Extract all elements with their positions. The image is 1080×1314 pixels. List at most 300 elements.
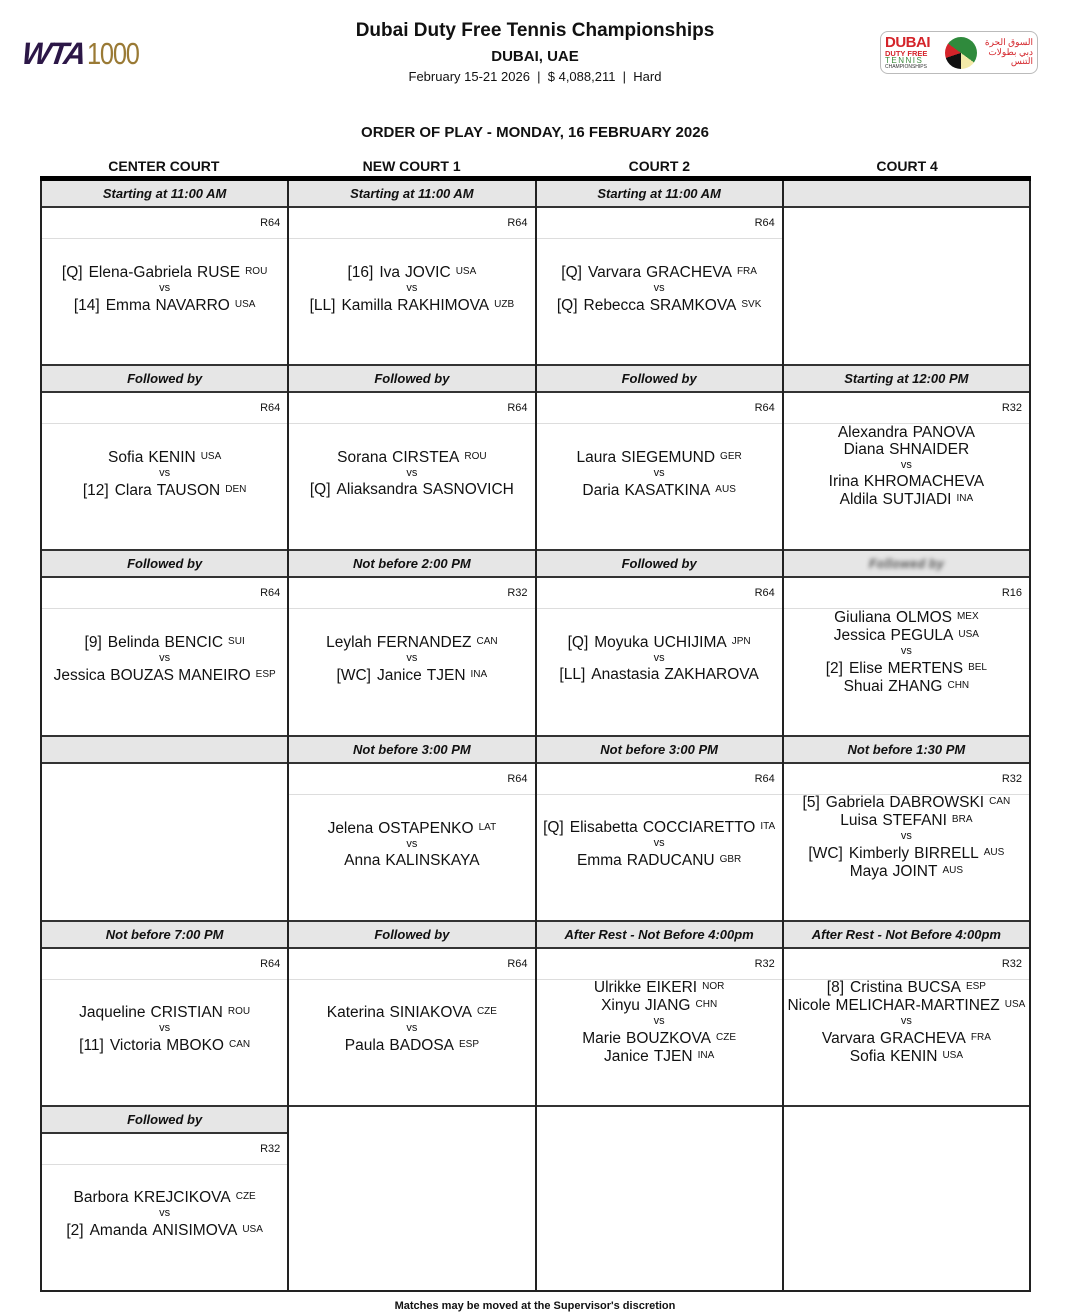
slot-time-header: Not before 7:00 PM	[42, 922, 287, 949]
player-first-name: Irina	[828, 473, 859, 491]
player-last-name: EIKERI	[646, 979, 698, 997]
player-first-name: Marie	[582, 1030, 622, 1048]
player-nationality: SUI	[228, 635, 245, 647]
slot-time-header: After Rest - Not Before 4:00pm	[537, 922, 782, 949]
player-name	[784, 996, 1029, 1014]
player-nationality: SVK	[741, 298, 762, 310]
slot-time-header: Starting at 11:00 AM	[42, 181, 287, 208]
wta-logo-text: WTA	[19, 36, 87, 71]
round-label: R32	[784, 949, 1029, 980]
vs-label: vs	[159, 466, 171, 479]
player-last-name: ZHANG	[888, 677, 943, 695]
player-first-name: Aliaksandra	[336, 481, 418, 499]
player-name	[42, 481, 287, 499]
round-label: R64	[42, 208, 287, 239]
player-nationality: USA	[942, 1050, 964, 1062]
player-first-name: Nicole	[787, 997, 831, 1015]
player-first-name: Clara	[114, 481, 152, 499]
player-first-name: Ulrikke	[593, 979, 642, 997]
player-first-name: Laura	[576, 448, 617, 466]
player-name	[784, 844, 1029, 862]
player-last-name: TJEN	[426, 666, 466, 684]
vs-label: vs	[406, 1022, 418, 1035]
player-first-name: Kimberly	[848, 845, 910, 863]
match-players	[289, 980, 534, 1078]
slot-time-header: Followed by	[42, 366, 287, 393]
player-last-name: BIRRELL	[914, 845, 979, 863]
player-first-name: Aldila	[839, 491, 878, 509]
player-last-name: ZAKHAROVA	[664, 666, 759, 684]
player-last-name: UCHIJIMA	[653, 634, 727, 652]
tournament-meta: February 15-21 2026 | $ 4,088,211 | Hard	[408, 69, 662, 84]
match-body	[784, 578, 1029, 734]
player-first-name: Leylah	[326, 633, 372, 651]
player-last-name: TAUSON	[156, 481, 221, 499]
player-last-name: KHROMACHEVA	[863, 473, 985, 491]
player-nationality: CAN	[476, 635, 498, 647]
player-last-name: MERTENS	[887, 659, 964, 677]
player-last-name: SINIAKOVA	[389, 1004, 472, 1022]
player-first-name: Jessica	[53, 666, 106, 684]
player-first-name: Varvara	[821, 1030, 876, 1048]
round-label: R64	[42, 578, 287, 609]
match-body	[784, 764, 1029, 920]
player-last-name: RADUCANU	[626, 852, 715, 870]
player-name	[784, 793, 1029, 811]
schedule-grid	[40, 181, 1031, 1292]
player-first-name: Barbora	[73, 1189, 129, 1207]
slot-time-header: Starting at 12:00 PM	[784, 366, 1029, 393]
court-name: CENTER COURT	[108, 158, 220, 174]
player-seed: [Q]	[567, 634, 589, 652]
player-name	[42, 1003, 287, 1021]
match-slot	[784, 551, 1029, 736]
player-name	[784, 608, 1029, 626]
player-seed: [Q]	[309, 481, 331, 499]
player-last-name: GRACHEVA	[880, 1030, 966, 1048]
player-last-name: JOVIC	[405, 263, 451, 281]
match-players	[537, 974, 782, 1070]
match-body	[42, 208, 287, 364]
player-first-name: Shuai	[843, 677, 884, 695]
player-seed: [Q]	[61, 263, 83, 281]
player-last-name: GRACHEVA	[646, 263, 732, 281]
player-first-name: Giuliana	[834, 608, 891, 626]
player-first-name: Alexandra	[837, 424, 908, 442]
player-name	[537, 666, 782, 683]
vs-label: vs	[900, 830, 912, 843]
player-nationality: ESP	[255, 668, 276, 680]
match-slot	[42, 551, 287, 736]
player-last-name: PANOVA	[912, 424, 975, 442]
logo-line-1: DUBAI	[885, 33, 930, 51]
tennis-ball-emblem-icon	[945, 37, 977, 69]
match-slot	[289, 366, 534, 551]
player-first-name: Emma	[105, 296, 151, 314]
match-body	[42, 578, 287, 734]
player-name	[42, 1221, 287, 1239]
match-players	[42, 609, 287, 707]
slot-time-header: Followed by	[537, 366, 782, 393]
vs-label: vs	[653, 837, 665, 850]
player-nationality: CHN	[947, 679, 970, 691]
slot-time-header: Starting at 11:00 AM	[537, 181, 782, 208]
logo-line-2: DUTY FREE	[885, 48, 928, 58]
match-players	[289, 795, 534, 893]
player-nationality: USA	[958, 628, 979, 640]
player-last-name: MBOKO	[166, 1037, 224, 1055]
player-first-name: Sofia	[849, 1048, 886, 1066]
player-last-name: DABROWSKI	[889, 794, 985, 812]
match-players	[537, 795, 782, 893]
player-nationality: GBR	[719, 854, 742, 866]
player-last-name: ANISIMOVA	[152, 1222, 238, 1240]
player-last-name: CIRSTEA	[392, 449, 460, 467]
match-body	[289, 208, 534, 364]
player-first-name: Elise	[848, 659, 883, 677]
player-last-name: NAVARRO	[155, 296, 230, 314]
player-name	[537, 481, 782, 499]
empty-slot	[537, 1107, 782, 1290]
player-seed: [5]	[802, 794, 820, 812]
player-first-name: Janice	[376, 666, 422, 684]
player-name	[289, 633, 534, 651]
player-last-name: OLMOS	[895, 608, 952, 626]
player-name	[784, 490, 1029, 508]
match-slot	[537, 922, 782, 1107]
logo-line-3: TENNIS	[885, 56, 924, 66]
slot-time-header: Not before 2:00 PM	[289, 551, 534, 578]
match-players	[42, 239, 287, 337]
player-nationality: FRA	[736, 265, 757, 277]
player-nationality: INA	[697, 1050, 715, 1062]
player-nationality: BEL	[968, 661, 987, 673]
player-last-name: KENIN	[890, 1048, 938, 1066]
vs-label: vs	[406, 467, 418, 480]
player-first-name: Cristina	[850, 979, 903, 997]
player-last-name: STEFANI	[882, 812, 947, 830]
player-name	[537, 1047, 782, 1065]
vs-label: vs	[653, 1015, 665, 1028]
round-label: R64	[537, 393, 782, 424]
player-first-name: Belinda	[107, 633, 160, 651]
slot-time-header	[784, 181, 1029, 208]
match-slot	[42, 366, 287, 551]
match-body	[537, 764, 782, 920]
court-name: COURT 4	[876, 158, 938, 174]
player-name	[784, 677, 1029, 695]
match-players	[289, 239, 534, 337]
player-name	[537, 448, 782, 466]
order-of-play-heading: ORDER OF PLAY - MONDAY, 16 FEBRUARY 2026	[361, 124, 709, 141]
player-nationality: USA	[1004, 999, 1026, 1011]
player-name	[784, 1029, 1029, 1047]
player-nationality: CHN	[695, 999, 718, 1011]
player-first-name: Elisabetta	[569, 819, 638, 837]
player-first-name: Jaqueline	[79, 1004, 146, 1022]
player-seed: [2]	[66, 1222, 84, 1240]
player-nationality: UZB	[494, 298, 515, 310]
match-players	[42, 980, 287, 1078]
match-slot	[42, 1107, 287, 1290]
player-seed: [9]	[84, 633, 102, 651]
player-first-name: Gabriela	[825, 794, 885, 812]
player-name	[289, 296, 534, 314]
wta-logo-tier: 1000	[87, 36, 139, 71]
player-seed: [2]	[825, 659, 843, 677]
player-last-name: TJEN	[653, 1048, 693, 1066]
match-body	[537, 208, 782, 364]
court-name: COURT 2	[628, 158, 691, 174]
player-nationality: MEX	[956, 610, 979, 622]
player-last-name: MELICHAR-MARTINEZ	[835, 997, 1000, 1015]
player-nationality: CAN	[989, 796, 1011, 808]
court-names-row	[40, 158, 1031, 174]
player-last-name: BOUZAS MANEIRO	[110, 666, 251, 684]
vs-label: vs	[159, 1207, 171, 1220]
player-name	[42, 1188, 287, 1206]
player-nationality: USA	[242, 1224, 263, 1236]
slot-time-header: Not before 3:00 PM	[289, 737, 534, 764]
player-last-name: KASATKINA	[624, 481, 711, 499]
match-body	[42, 764, 287, 920]
court-column	[784, 181, 1031, 1290]
tournament-title: Dubai Duty Free Tennis Championships	[355, 20, 715, 41]
vs-label: vs	[406, 837, 418, 850]
player-nationality: ESP	[459, 1039, 480, 1051]
match-players	[289, 609, 534, 707]
vs-label: vs	[406, 281, 418, 294]
match-slot	[289, 737, 534, 922]
match-slot	[784, 737, 1029, 922]
player-last-name: CRISTIAN	[150, 1004, 223, 1022]
logo-line-4: CHAMPIONSHIPS	[885, 64, 927, 71]
player-first-name: Rebecca	[583, 296, 645, 314]
match-players	[784, 974, 1029, 1070]
player-nationality: AUS	[942, 865, 963, 877]
match-body	[537, 393, 782, 549]
round-label: R64	[42, 393, 287, 424]
player-name	[784, 862, 1029, 880]
round-label: R64	[289, 764, 534, 795]
player-first-name: Katerina	[326, 1004, 385, 1022]
match-slot	[784, 181, 1029, 366]
match-slot	[42, 922, 287, 1107]
round-label: R32	[784, 393, 1029, 424]
slot-time-header: Not before 1:30 PM	[784, 737, 1029, 764]
vs-label: vs	[900, 644, 912, 657]
match-body	[537, 578, 782, 734]
player-last-name: RAKHIMOVA	[397, 296, 490, 314]
player-first-name: Anastasia	[591, 666, 660, 684]
player-nationality: CZE	[476, 1006, 497, 1018]
match-players	[784, 418, 1029, 514]
match-slot	[537, 551, 782, 736]
match-slot	[537, 366, 782, 551]
player-seed: [WC]	[336, 666, 371, 684]
player-name	[42, 263, 287, 281]
player-seed: [Q]	[561, 263, 582, 281]
footer-note: Matches may be moved at the Supervisor's discretion	[394, 1300, 676, 1312]
player-name	[289, 1003, 534, 1021]
match-players	[537, 239, 782, 337]
player-name	[289, 448, 534, 466]
player-last-name: SASNOVICH	[422, 481, 514, 499]
player-first-name: Sorana	[337, 449, 388, 467]
player-nationality: DEN	[225, 483, 247, 495]
player-name	[42, 448, 287, 466]
slot-time-header: Followed by	[784, 551, 1029, 578]
player-name	[289, 481, 534, 498]
match-slot	[537, 737, 782, 922]
player-name	[289, 263, 534, 281]
slot-time-header: Followed by	[289, 366, 534, 393]
match-body	[784, 208, 1029, 364]
player-name	[289, 852, 534, 869]
round-label: R64	[42, 949, 287, 980]
match-body	[289, 393, 534, 549]
match-players	[784, 789, 1029, 885]
player-nationality: CZE	[716, 1032, 736, 1044]
court-column	[42, 181, 289, 1290]
player-name	[784, 978, 1029, 996]
player-nationality: ITA	[760, 821, 776, 833]
player-first-name: Amanda	[89, 1222, 148, 1240]
player-name	[537, 818, 782, 836]
player-name	[42, 633, 287, 651]
player-last-name: BENCIC	[164, 633, 224, 651]
match-slot	[42, 737, 287, 922]
player-name	[537, 996, 782, 1014]
round-label: R32	[537, 949, 782, 980]
match-slot	[784, 366, 1029, 551]
court-column	[537, 181, 784, 1290]
player-first-name: Xinyu	[601, 997, 640, 1015]
player-last-name: COCCIARETTO	[642, 819, 756, 837]
player-nationality: ROU	[464, 451, 487, 463]
player-last-name: JOINT	[892, 863, 938, 881]
player-last-name: SRAMKOVA	[649, 296, 737, 314]
player-last-name: BUCSA	[907, 979, 961, 997]
vs-label: vs	[900, 1015, 912, 1028]
round-label: R64	[537, 208, 782, 239]
empty-slot	[784, 1107, 1029, 1290]
vs-label: vs	[653, 652, 665, 665]
player-nationality: LAT	[478, 821, 497, 833]
player-first-name: Varvara	[587, 263, 642, 281]
slot-time-header	[42, 737, 287, 764]
vs-label: vs	[900, 459, 912, 472]
player-name	[784, 659, 1029, 677]
round-label: R32	[42, 1134, 287, 1165]
player-last-name: JIANG	[644, 997, 691, 1015]
slot-time-header: Followed by	[42, 551, 287, 578]
player-name	[784, 811, 1029, 829]
slot-time-header: Followed by	[289, 922, 534, 949]
player-last-name: RUSE	[197, 263, 241, 281]
slot-time-header: After Rest - Not Before 4:00pm	[784, 922, 1029, 949]
court-column	[289, 181, 536, 1290]
round-label: R64	[289, 949, 534, 980]
slot-time-header: Followed by	[537, 551, 782, 578]
vs-label: vs	[159, 651, 171, 664]
player-last-name: OSTAPENKO	[378, 819, 474, 837]
player-name	[537, 633, 782, 651]
player-first-name: Anna	[344, 851, 381, 869]
round-label: R64	[289, 393, 534, 424]
player-nationality: FRA	[970, 1032, 991, 1044]
player-nationality: NOR	[702, 981, 725, 993]
match-body	[537, 949, 782, 1105]
player-first-name: Daria	[582, 481, 620, 499]
round-label: R64	[537, 764, 782, 795]
round-label: R64	[537, 578, 782, 609]
vs-label: vs	[653, 466, 665, 479]
player-name	[42, 666, 287, 684]
logo-arabic-text: السوق الحرة دبي بطولات التنس	[984, 36, 1033, 67]
match-players	[537, 609, 782, 707]
slot-time-header: Starting at 11:00 AM	[289, 181, 534, 208]
player-seed: [11]	[79, 1037, 104, 1055]
player-name	[537, 1029, 782, 1047]
match-body	[42, 393, 287, 549]
match-slot	[42, 181, 287, 366]
player-last-name: FERNANDEZ	[376, 633, 472, 651]
player-nationality: ROU	[245, 265, 268, 277]
player-name	[42, 296, 287, 314]
player-name	[289, 666, 534, 684]
player-name	[784, 441, 1029, 458]
player-name	[784, 424, 1029, 441]
vs-label: vs	[159, 281, 171, 294]
match-players	[42, 424, 287, 522]
player-first-name: Emma	[576, 852, 622, 870]
player-first-name: Victoria	[109, 1037, 162, 1055]
player-first-name: Kamilla	[341, 296, 393, 314]
player-name	[537, 296, 782, 314]
match-slot	[289, 181, 534, 366]
match-players	[42, 1165, 287, 1263]
round-label: R64	[289, 208, 534, 239]
player-nationality: USA	[200, 450, 222, 462]
player-nationality: USA	[455, 265, 477, 277]
match-body	[289, 949, 534, 1105]
match-body	[42, 949, 287, 1105]
match-body	[42, 1134, 287, 1290]
player-seed: [8]	[826, 979, 844, 997]
match-body	[784, 949, 1029, 1105]
slot-time-header: Followed by	[42, 1107, 287, 1134]
match-players	[537, 424, 782, 522]
player-seed: [Q]	[543, 819, 564, 837]
player-name	[784, 1047, 1029, 1065]
round-label: R32	[289, 578, 534, 609]
player-last-name: SIEGEMUND	[621, 448, 716, 466]
player-name	[289, 1036, 534, 1054]
player-first-name: Jelena	[327, 819, 374, 837]
player-nationality: BRA	[951, 814, 973, 826]
player-nationality: AUS	[983, 847, 1005, 859]
match-body	[784, 393, 1029, 549]
match-slot	[289, 551, 534, 736]
player-name	[537, 978, 782, 996]
player-nationality: CAN	[228, 1039, 251, 1051]
player-first-name: Paula	[344, 1037, 385, 1055]
player-nationality: AUS	[715, 483, 736, 495]
court-name: NEW COURT 1	[362, 158, 461, 174]
player-last-name: SUTJIADI	[882, 491, 952, 509]
vs-label: vs	[159, 1022, 171, 1035]
